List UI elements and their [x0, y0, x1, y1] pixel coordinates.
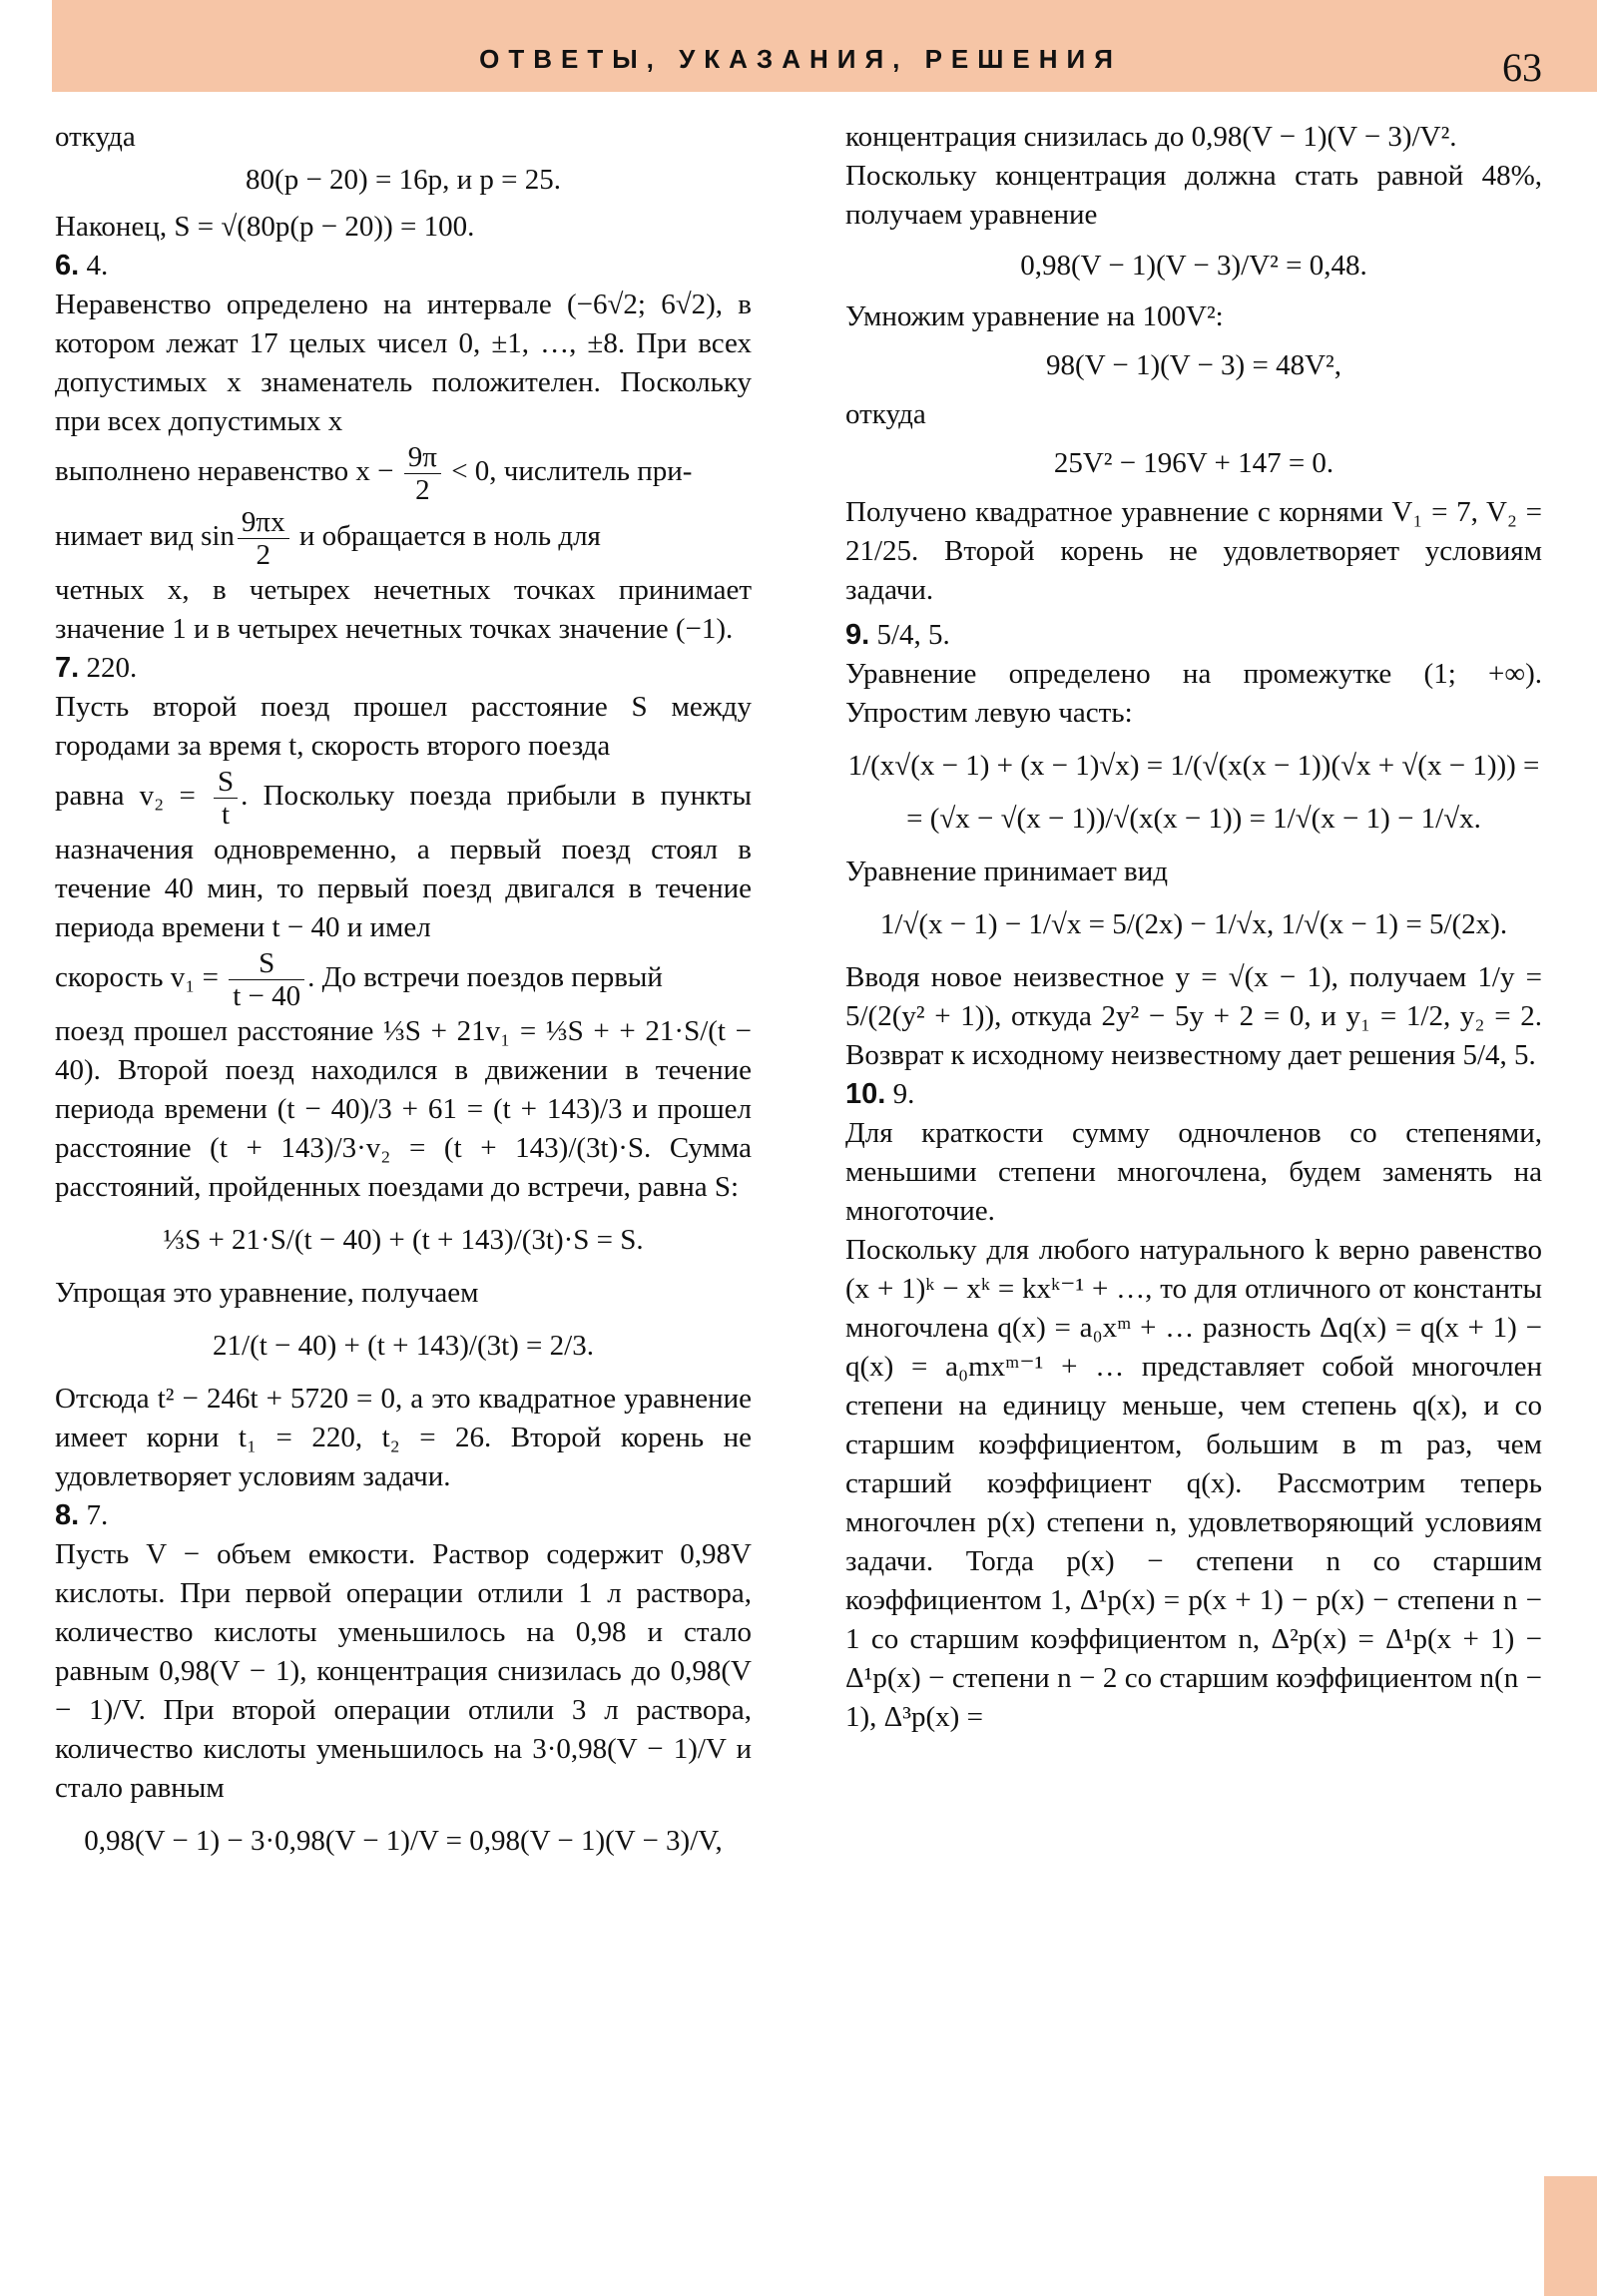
paragraph: Поскольку для любого натурального k верно равенство (x + 1)ᵏ − xᵏ = kxᵏ⁻¹ + …, то для отличного от константы многочлена q(x) = a₀xᵐ + … разность Δq(x) = q(x + 1) − q(x) = a₀mxᵐ⁻¹ + … представляет собой многочлен степени на единицу меньше, чем степень q(x), и со старшим коэффициентом, большим в m раз, чем старший коэффициент q(x). Рассмотрим теперь многочлен p(x) степени n, удовлетворяющий условиям задачи. Тогда p(x) − степени n со старшим коэффициентом 1, Δ¹p(x) = p(x + 1) − p(x) − степени n − 1 со старшим коэффициентом n, Δ²p(x) = Δ¹p(x + 1) − Δ¹p(x) − степени n − 2 со старшим коэффициентом n(n − 1), Δ³p(x) = — [845, 1234, 1542, 1733]
text: . Поскольку поезда прибыли в пункты назначения одновременно, а первый поезд стоял в течение 40 мин, то первый поезд двигался в течение периода времени t − 40 и имел — [55, 780, 753, 943]
paragraph: Поскольку концентрация должна стать равной 48%, получаем уравнение — [845, 160, 1542, 231]
page-number: 63 — [1502, 45, 1542, 90]
paragraph: откуда — [845, 398, 926, 430]
equation: 0,98(V − 1)(V − 3)/V² = 0,48. — [1020, 250, 1367, 282]
equation: 1/(x√(x − 1) + (x − 1)√x) = 1/(√(x(x − 1))(√x + √(x − 1))) = — [847, 750, 1540, 782]
paragraph: Получено квадратное уравнение с корнями V₁ = 7, V₂ = 21/25. Второй корень не удовлетворяет условиям задачи. — [845, 496, 1542, 606]
equation: 21/(t − 40) + (t + 143)/(3t) = 2/3. — [213, 1330, 594, 1362]
fraction — [214, 766, 238, 831]
problem-number: 9. — [845, 619, 870, 651]
paragraph: Вводя новое неизвестное y = √(x − 1), получаем 1/y = 5/(2(y² + 1)), откуда 2y² − 5y + 2 = 0, и y₁ = 1/2, y₂ = 2. Возврат к исходному неизвестному дает решения 5/4, 5. — [845, 961, 1542, 1071]
page-header — [52, 0, 1597, 92]
paragraph: четных x, в четырех нечетных точках принимает значение 1 и в четырех нечетных точках значение (−1). — [55, 574, 752, 645]
problem-number: 7. — [55, 652, 80, 684]
left-column — [55, 118, 752, 1865]
paragraph: Пусть второй поезд прошел расстояние S между городами за время t, скорость второго поезда — [55, 691, 752, 762]
fraction — [404, 441, 441, 506]
answer-8 — [55, 1496, 752, 1535]
numerator: S — [214, 766, 238, 799]
answer-value: 4. — [79, 250, 109, 282]
answer-6 — [55, 247, 752, 286]
numerator: 9π — [404, 441, 441, 474]
corner-tab — [1544, 2176, 1597, 2296]
paragraph: Уравнение определено на промежутке (1; +∞). Упростим левую часть: — [845, 658, 1542, 729]
denominator: t − 40 — [233, 980, 301, 1012]
text: . До встречи поездов первый — [307, 961, 663, 994]
equation: ⅓S + 21·S/(t − 40) + (t + 143)/(3t)·S = S. — [163, 1224, 644, 1256]
paragraph: Неравенство определено на интервале (−6√2; 6√2), в котором лежат 17 целых чисел 0, ±1, …, ±8. При всех допустимых x знаменатель положителен. Поскольку при всех допустимых x — [55, 288, 752, 437]
answer-7 — [55, 649, 752, 688]
paragraph: Для краткости сумму одночленов со степенями, меньшими степени многочлена, будем заменять на многоточие. — [845, 1117, 1542, 1227]
right-column — [845, 118, 1542, 1737]
numerator: S — [229, 947, 304, 980]
equation: 98(V − 1)(V − 3) = 48V², — [1046, 349, 1341, 381]
equation: = (√x − √(x − 1))/√(x(x − 1)) = 1/√(x − 1) − 1/√x. — [906, 803, 1481, 835]
denominator: 2 — [256, 539, 270, 571]
answer-value: 220. — [79, 652, 138, 684]
denominator: 2 — [415, 474, 430, 506]
equation: 0,98(V − 1) − 3·0,98(V − 1)/V = 0,98(V − 1)(V − 3)/V, — [84, 1825, 723, 1857]
answer-value: 9. — [885, 1078, 915, 1110]
text: скорость v₁ = — [55, 961, 219, 994]
problem-number: 10. — [845, 1078, 886, 1110]
problem-number: 6. — [55, 250, 80, 282]
numerator: 9πx — [238, 506, 289, 539]
paragraph: Отсюда t² − 246t + 5720 = 0, а это квадратное уравнение имеет корни t₁ = 220, t₂ = 26. Второй корень не удовлетворяет условиям задачи. — [55, 1383, 752, 1492]
denominator: t — [222, 799, 231, 831]
equation: 25V² − 196V + 147 = 0. — [1053, 447, 1334, 479]
paragraph: Пусть V − объем емкости. Раствор содержит 0,98V кислоты. При первой операции отлили 1 л раствора, количество кислоты уменьшилось на 0,98 и стало равным 0,98(V − 1), концентрация снизилась до 0,98(V − 1)/V. При второй операции отлили 3 л раствора, количество кислоты уменьшилось на 3·0,98(V − 1)/V и стало равным — [55, 1538, 752, 1804]
paragraph — [55, 441, 752, 506]
paragraph — [55, 947, 752, 1012]
paragraph: Умножим уравнение на 100V²: — [845, 300, 1224, 332]
paragraph: поезд прошел расстояние ⅓S + 21v₁ = ⅓S + + 21·S/(t − 40). Второй поезд находился в движении в течение периода времени (t − 40)/3 + 61 = (t + 143)/3 и прошел расстояние (t + 143)/3·v₂ = (t + 143)/(3t)·S. Сумма расстояний, пройденных поездами до встречи, равна S: — [55, 1015, 752, 1203]
text: нимает вид sin — [55, 520, 235, 553]
paragraph — [55, 506, 752, 571]
equation: 80(p − 20) = 16p, и p = 25. — [246, 164, 561, 196]
paragraph: Упрощая это уравнение, получаем — [55, 1277, 479, 1309]
fraction — [229, 947, 304, 1012]
header-title: ОТВЕТЫ, УКАЗАНИЯ, РЕШЕНИЯ — [479, 44, 1122, 74]
text: выполнено неравенство x − — [55, 455, 394, 488]
paragraph: Уравнение принимает вид — [845, 856, 1168, 887]
answer-value: 7. — [79, 1499, 109, 1531]
text: < 0, числитель при- — [451, 455, 693, 488]
problem-number: 8. — [55, 1499, 80, 1531]
equation: 1/√(x − 1) − 1/√x = 5/(2x) − 1/√x, 1/√(x − 1) = 5/(2x). — [879, 908, 1508, 940]
answer-value: 5/4, 5. — [869, 619, 950, 651]
text: и обращается в ноль для — [298, 520, 601, 553]
fraction — [238, 506, 289, 571]
paragraph: концентрация снизилась до 0,98(V − 1)(V − 3)/V². — [845, 121, 1457, 153]
answer-9 — [845, 616, 1542, 655]
paragraph — [55, 766, 752, 947]
answer-10 — [845, 1075, 1542, 1114]
text-line: откуда — [55, 121, 136, 153]
text-line: Наконец, S = √(80p(p − 20)) = 100. — [55, 211, 475, 243]
text: равна v₂ = — [55, 780, 196, 813]
